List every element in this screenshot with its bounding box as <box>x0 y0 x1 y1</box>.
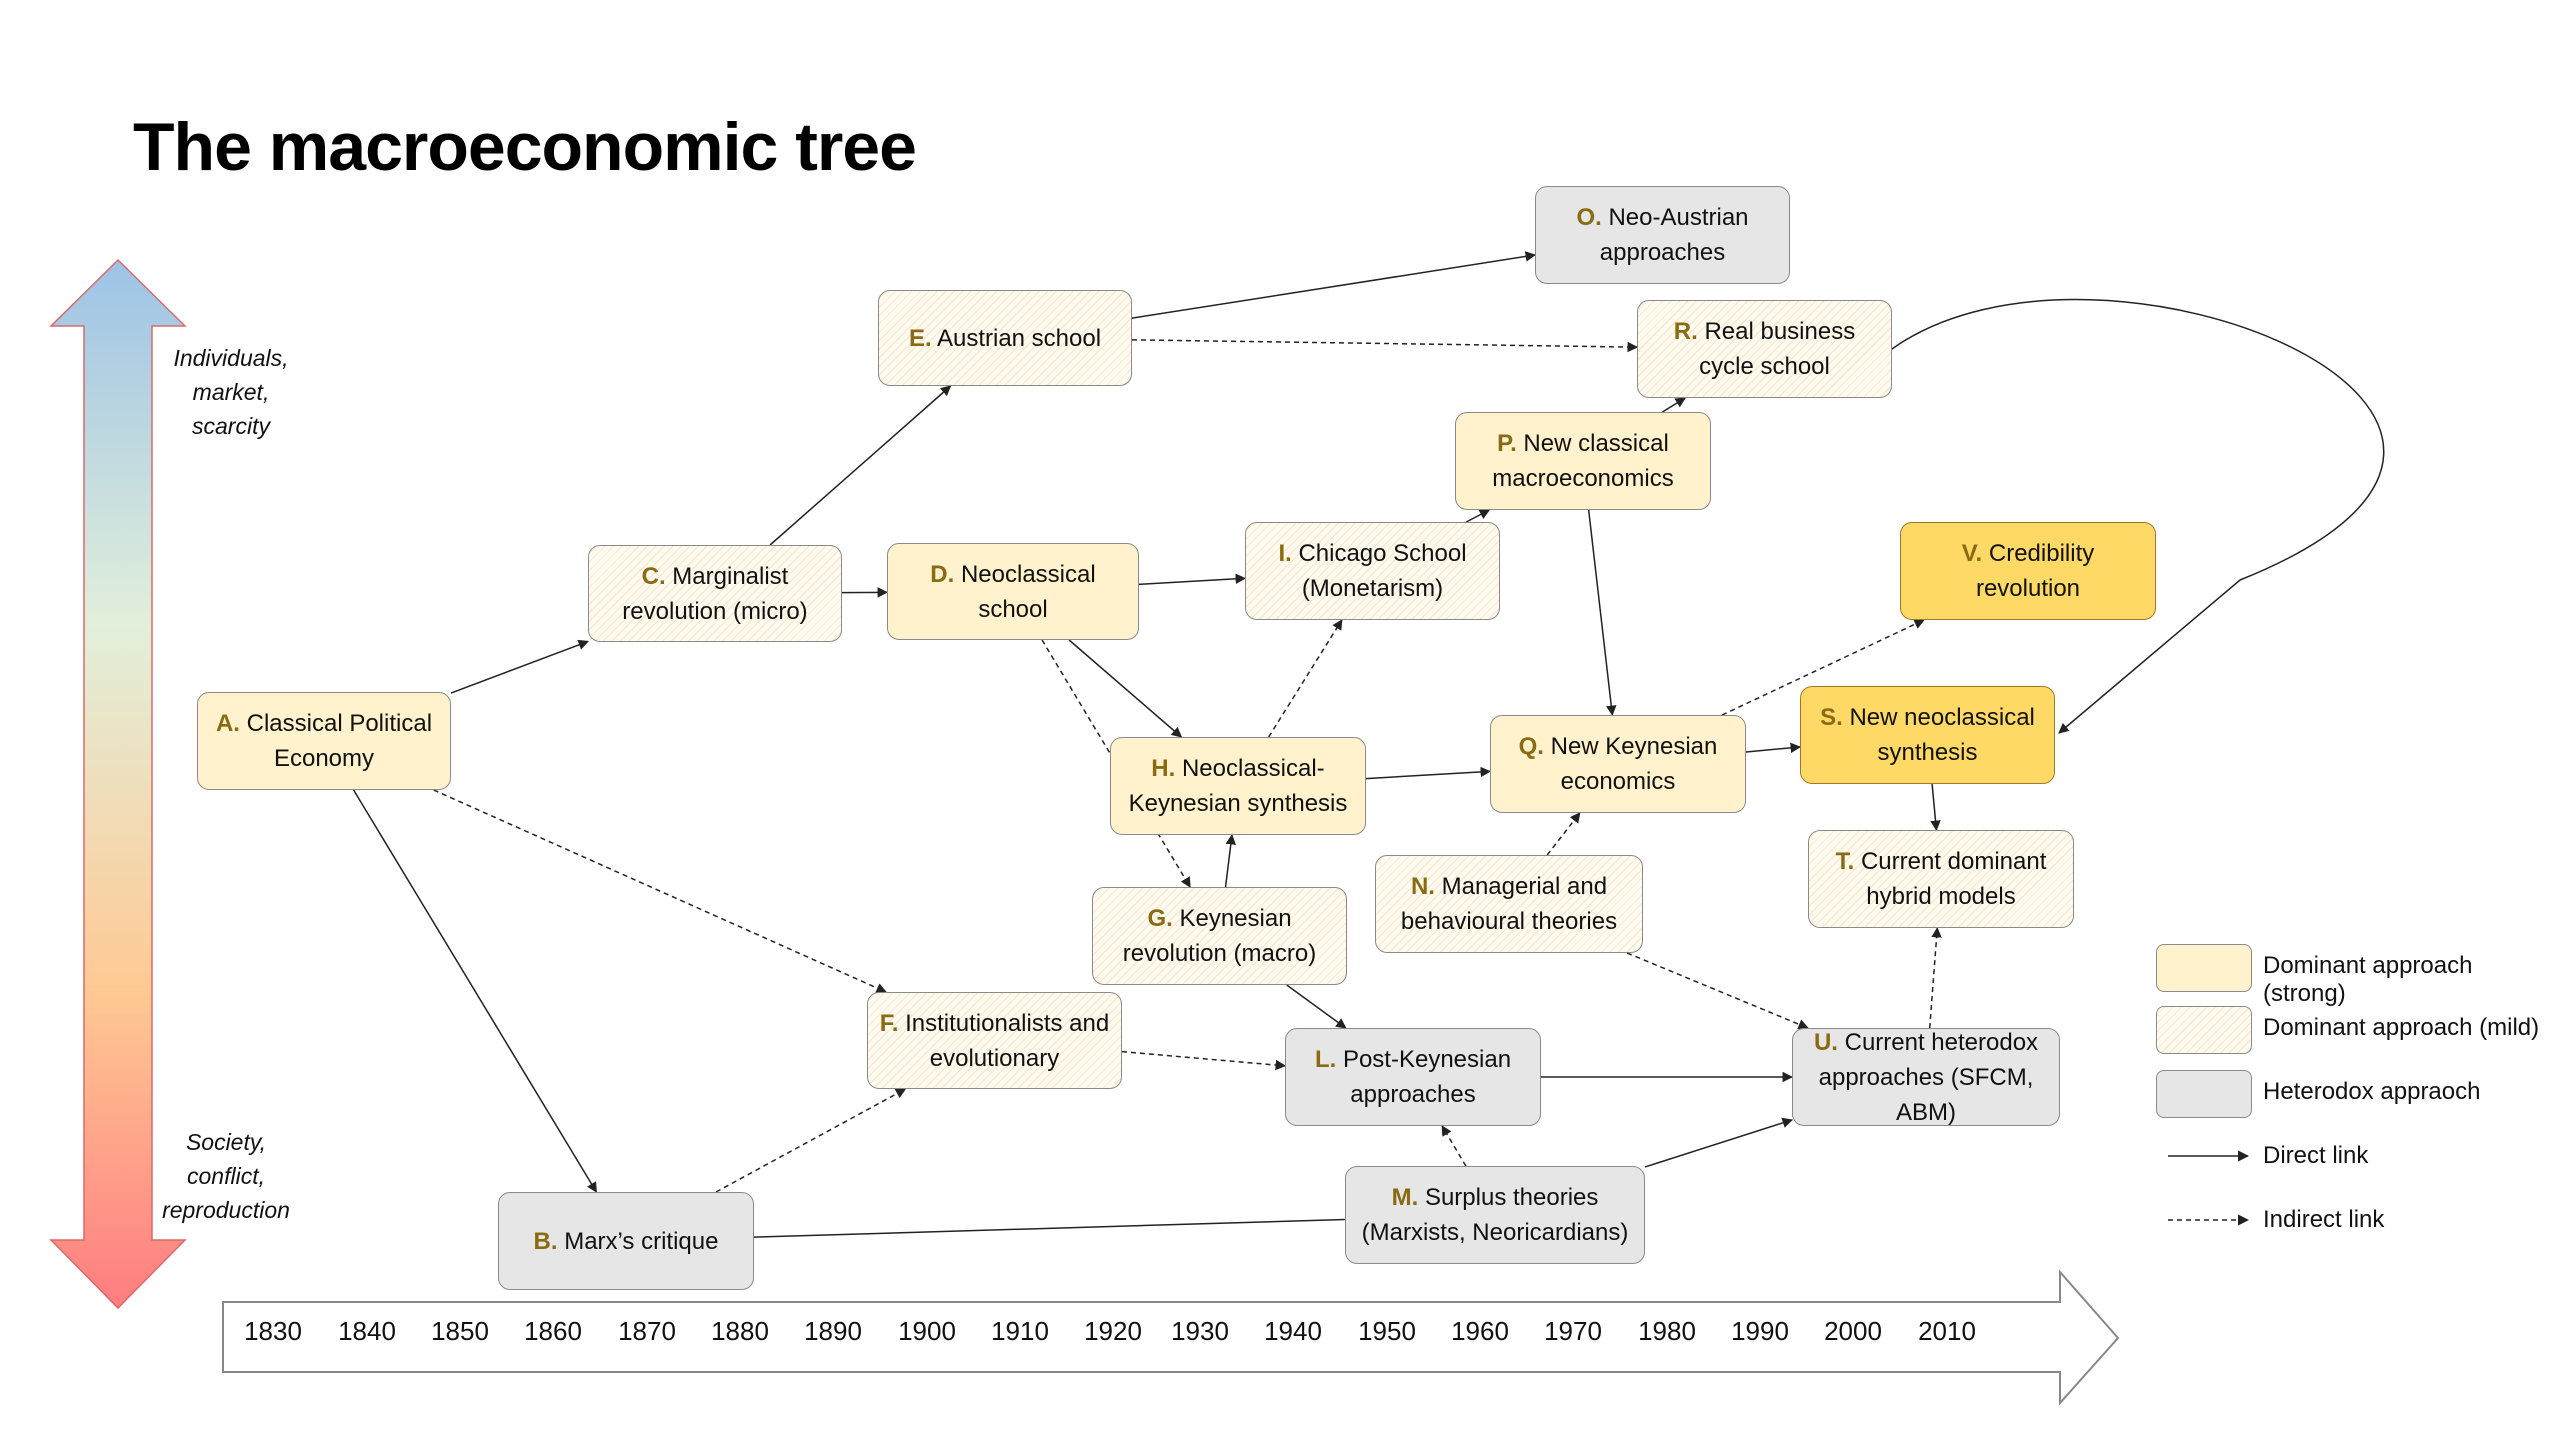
link-n-u <box>1627 953 1808 1028</box>
legend-label-strong: Dominant approach (strong) <box>2263 952 2473 1007</box>
timeline-year: 1930 <box>1171 1316 1229 1346</box>
timeline-year: 1950 <box>1358 1316 1416 1346</box>
legend-swatch-mild <box>2156 1006 2252 1054</box>
link-n-q <box>1547 813 1580 855</box>
timeline-year: 1870 <box>618 1316 676 1346</box>
node-letter: I. <box>1278 540 1292 567</box>
node-label: Current dominant hybrid models <box>1854 848 2047 910</box>
node-label: Marginalist revolution (micro) <box>622 562 808 625</box>
timeline-year: 1860 <box>524 1316 582 1346</box>
link-e-r <box>1132 340 1637 347</box>
timeline-year: 1910 <box>991 1316 1049 1346</box>
axis-bottom-label-text: Society, conflict, reproduction <box>162 1129 290 1223</box>
node-neoclassical-school[interactable] <box>887 543 1139 640</box>
timeline-year: 1900 <box>898 1316 956 1346</box>
node-post-keynesian[interactable] <box>1285 1028 1541 1126</box>
link-f-l <box>1122 1052 1285 1066</box>
timeline-year: 1830 <box>244 1316 302 1346</box>
node-marginalist-revolution[interactable] <box>588 545 842 642</box>
link-a-f <box>434 790 886 992</box>
node-label: Current heterodox approaches (SFCM, ABM) <box>1818 1028 2039 1126</box>
node-label: Institutionalists and evolutionary <box>898 1009 1110 1072</box>
link-b-f <box>716 1089 905 1192</box>
link-u-t <box>1930 928 1938 1028</box>
link-s-t <box>1932 784 1936 830</box>
node-current-dominant-hybrid[interactable] <box>1808 830 2074 928</box>
node-letter: N. <box>1410 873 1435 900</box>
link-a-b <box>354 790 597 1192</box>
legend-label-heterodox: Heterodox appraoch <box>2263 1078 2481 1105</box>
node-letter: M. <box>1391 1184 1419 1211</box>
node-managerial-behavioural[interactable] <box>1375 855 1643 953</box>
node-label: Classical Political Economy <box>239 710 433 772</box>
timeline-year: 2010 <box>1918 1316 1976 1346</box>
node-current-heterodox[interactable] <box>1792 1028 2060 1126</box>
node-label: Credibility revolution <box>1975 540 2095 602</box>
node-label: Post-Keynesian approaches <box>1336 1046 1512 1108</box>
link-q-s <box>1746 747 1800 752</box>
link-b-m <box>754 1219 1345 1237</box>
node-letter: G. <box>1147 905 1173 932</box>
node-letter: S. <box>1820 704 1843 731</box>
node-keynesian-revolution[interactable] <box>1092 887 1347 985</box>
legend-label-direct: Direct link <box>2263 1142 2369 1169</box>
link-g-l <box>1287 985 1346 1028</box>
node-label: Keynesian revolution (macro) <box>1122 905 1317 967</box>
node-neo-austrian[interactable] <box>1535 186 1790 284</box>
timeline-year: 1940 <box>1264 1316 1322 1346</box>
node-letter: D. <box>930 560 955 588</box>
link-p-q <box>1589 510 1613 715</box>
timeline-year: 1920 <box>1084 1316 1142 1346</box>
link-h-i <box>1269 620 1342 737</box>
node-surplus-theories[interactable] <box>1345 1166 1645 1264</box>
node-label: Neoclassical school <box>954 560 1096 623</box>
timeline-year: 1960 <box>1451 1316 1509 1346</box>
legend-label-mild: Dominant approach (mild) <box>2263 1014 2540 1041</box>
node-letter: Q. <box>1518 733 1544 760</box>
node-letter: V. <box>1961 540 1983 567</box>
node-letter: H. <box>1151 755 1176 782</box>
link-c-e <box>770 386 950 545</box>
link-m-u <box>1645 1120 1792 1167</box>
link-m-l <box>1442 1126 1466 1166</box>
node-letter: L. <box>1314 1046 1337 1073</box>
node-marx-critique[interactable] <box>498 1192 754 1290</box>
node-letter: B. <box>533 1227 558 1255</box>
node-letter: R. <box>1673 318 1698 345</box>
node-letter: U. <box>1813 1028 1838 1056</box>
legend-swatch-heterodox <box>2156 1070 2252 1118</box>
node-label: Surplus theories (Marxists, Neoricardians) <box>1361 1184 1629 1246</box>
timeline-year: 1850 <box>431 1316 489 1346</box>
node-label: Chicago School (Monetarism) <box>1291 540 1467 602</box>
timeline-year: 1980 <box>1638 1316 1696 1346</box>
node-label: Neoclassical-Keynesian synthesis <box>1128 755 1348 817</box>
node-letter: A. <box>215 710 240 737</box>
link-h-q <box>1366 771 1490 778</box>
node-letter: O. <box>1576 204 1602 231</box>
node-austrian-school[interactable] <box>878 290 1132 386</box>
link-d-h <box>1069 640 1181 737</box>
node-classical-political-economy[interactable] <box>197 692 451 790</box>
timeline-year: 2000 <box>1824 1316 1882 1346</box>
node-letter: F. <box>879 1009 899 1037</box>
node-chicago-school[interactable] <box>1245 522 1500 620</box>
node-letter: T. <box>1835 848 1855 875</box>
link-e-o <box>1132 255 1535 318</box>
node-real-business-cycle[interactable] <box>1637 300 1892 398</box>
node-new-neoclassical-synthesis[interactable] <box>1800 686 2055 784</box>
link-g-h <box>1226 835 1232 887</box>
node-label: Real business cycle school <box>1697 318 1856 380</box>
node-label: Austrian school <box>931 324 1102 352</box>
legend-swatch-strong <box>2156 944 2252 992</box>
node-label: Managerial and behavioural theories <box>1400 873 1618 935</box>
node-letter: P. <box>1497 430 1517 457</box>
node-label: New classical macroeconomics <box>1492 430 1674 492</box>
node-label: New Keynesian economics <box>1543 733 1718 795</box>
link-r-s <box>1892 300 2384 733</box>
timeline-year: 1880 <box>711 1316 769 1346</box>
timeline-year: 1890 <box>804 1316 862 1346</box>
axis-bottom-label <box>141 1125 311 1227</box>
timeline-year: 1840 <box>338 1316 396 1346</box>
node-new-classical-macro[interactable] <box>1455 412 1711 510</box>
link-d-i <box>1139 578 1245 584</box>
link-p-r <box>1662 398 1685 412</box>
node-letter: E. <box>908 324 932 352</box>
timeline-year: 1990 <box>1731 1316 1789 1346</box>
axis-top-label-text: Individuals, market, scarcity <box>173 345 289 439</box>
node-credibility-revolution[interactable] <box>1900 522 2156 620</box>
node-label: Neo-Austrian approaches <box>1599 204 1749 266</box>
link-i-p <box>1466 510 1489 522</box>
timeline-year: 1970 <box>1544 1316 1602 1346</box>
page-title: The macroeconomic tree <box>133 109 916 185</box>
legend-label-indirect: Indirect link <box>2263 1206 2385 1233</box>
axis-top-label <box>146 341 316 443</box>
node-neoclassical-keynesian-synthesis[interactable] <box>1110 737 1366 835</box>
node-new-keynesian[interactable] <box>1490 715 1746 813</box>
node-institutionalists[interactable] <box>867 992 1122 1089</box>
node-label: Marx’s critique <box>557 1227 719 1255</box>
link-a-c <box>451 641 588 693</box>
node-label: New neoclassical synthesis <box>1842 704 2035 766</box>
node-letter: C. <box>641 562 666 590</box>
